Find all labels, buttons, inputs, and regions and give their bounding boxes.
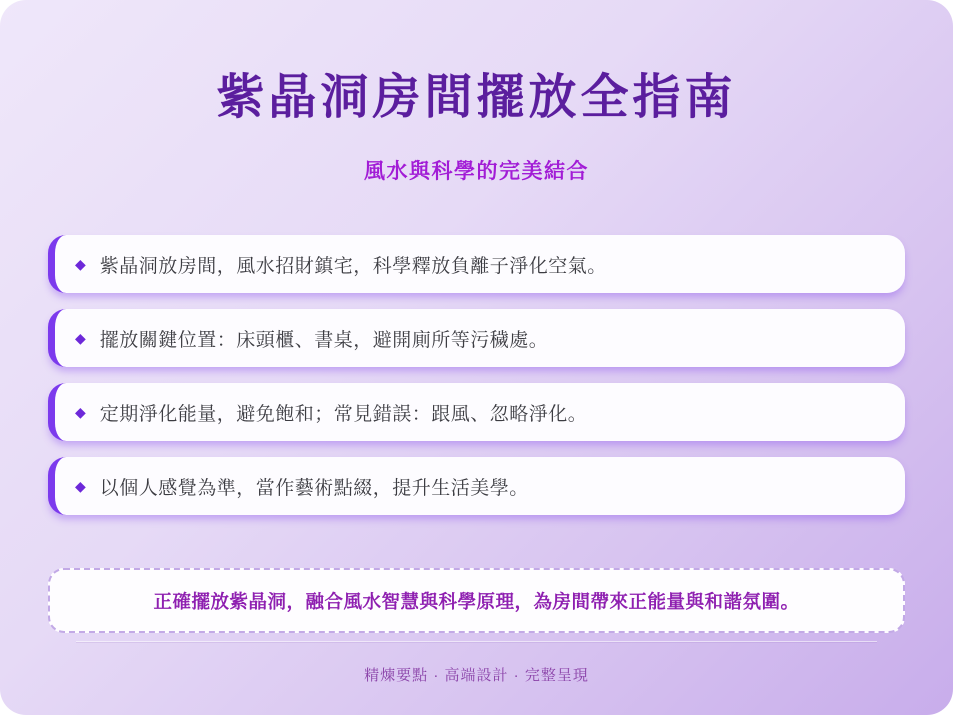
point-card <box>48 309 905 367</box>
summary-text: 正確擺放紫晶洞，融合風水智慧與科學原理，為房間帶來正能量與和諧氛圍。 <box>153 590 800 612</box>
points-list <box>48 235 905 515</box>
footer-tagline: 精煉要點 · 高端設計 · 完整呈現 <box>364 667 589 685</box>
diamond-bullet-icon: ◆ <box>75 478 86 495</box>
diamond-bullet-icon: ◆ <box>75 330 86 347</box>
diamond-bullet-icon: ◆ <box>75 404 86 421</box>
summary-box <box>48 568 905 633</box>
point-text: 擺放關鍵位置：床頭櫃、書桌，避開廁所等污穢處。 <box>99 329 549 351</box>
point-card <box>48 457 905 515</box>
point-text: 以個人感覺為準，當作藝術點綴，提升生活美學。 <box>99 477 529 499</box>
point-card <box>48 383 905 441</box>
point-text: 定期淨化能量，避免飽和；常見錯誤：跟風、忽略淨化。 <box>99 403 588 425</box>
point-card <box>48 235 905 293</box>
page-subtitle: 風水與科學的完美結合 <box>364 160 589 184</box>
diamond-bullet-icon: ◆ <box>75 256 86 273</box>
footer-divider <box>76 641 877 642</box>
point-text: 紫晶洞放房間，風水招財鎮宅，科學釋放負離子淨化空氣。 <box>99 255 607 277</box>
page-title: 紫晶洞房間擺放全指南 <box>216 71 737 124</box>
